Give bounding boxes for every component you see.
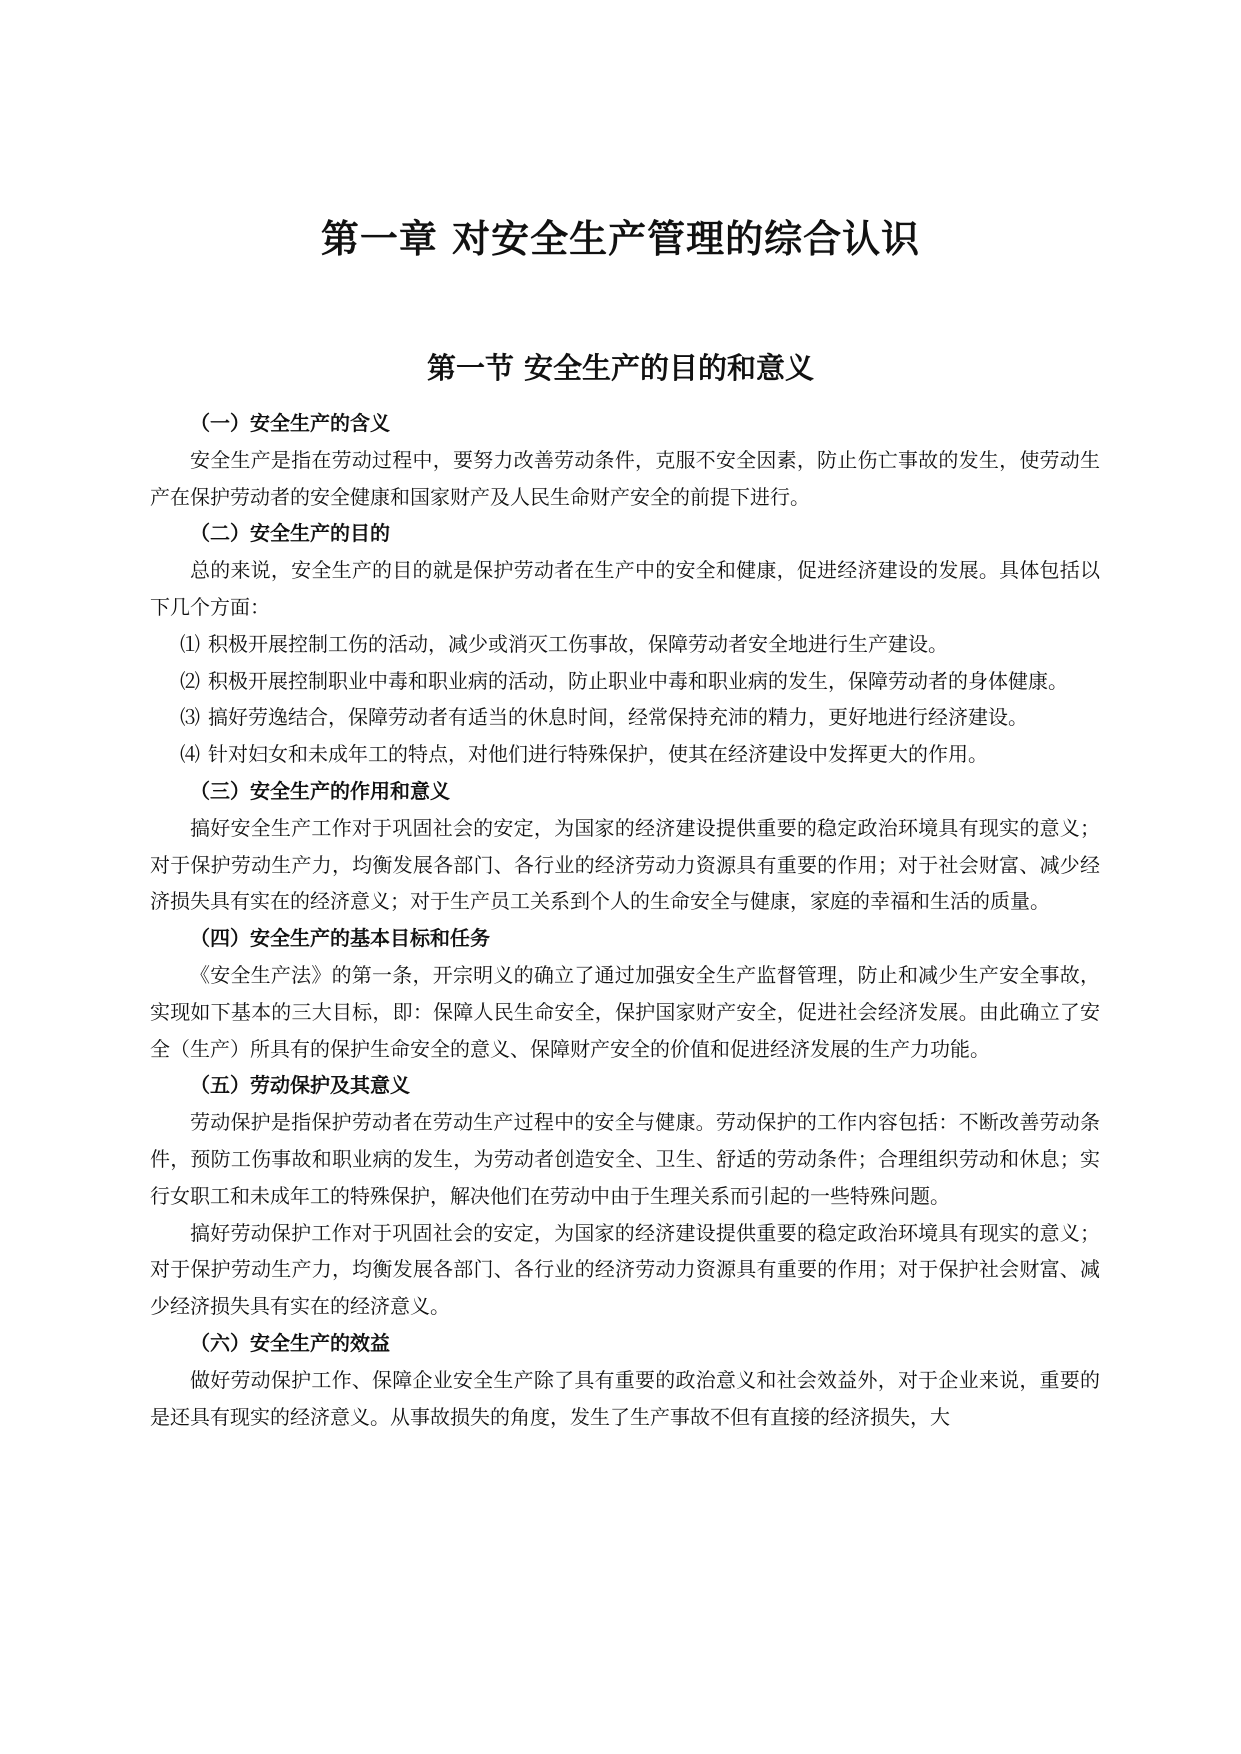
subsection-heading-3: （三）安全生产的作用和意义: [190, 778, 450, 803]
paragraph-5-1: 劳动保护是指保护劳动者在劳动生产过程中的安全与健康。劳动保护的工作内容包括：不断改善劳动条件，预防工伤事故和职业病的发生，为劳动者创造安全、卫生、舒适的劳动条件；合理组织劳动和休息；实行女职工和未成年工的特殊保护，解决他们在劳动中由于生理关系而引起的一些特殊问题。: [150, 1110, 1100, 1208]
list-item-number: ⑵: [180, 668, 200, 693]
list-item: [150, 699, 1100, 736]
subsection-heading-1: （一）安全生产的含义: [190, 411, 390, 435]
list-item: [150, 626, 1100, 663]
subsection-heading-4: （四）安全生产的基本目标和任务: [190, 926, 490, 951]
list-item-text: 积极开展控制职业中毒和职业病的活动，防止职业中毒和职业病的发生，保障劳动者的身体健康。: [208, 668, 1068, 693]
paragraph-6-1: 做好劳动保护工作、保障企业安全生产除了具有重要的政治意义和社会效益外，对于企业来说，重要的是还具有现实的经济意义。从事故损失的角度，发生了生产事故不但有直接的经济损失，大: [150, 1367, 1100, 1429]
list-item-text: 针对妇女和未成年工的特点，对他们进行特殊保护，使其在经济建设中发挥更大的作用。: [208, 742, 988, 767]
list-item: [150, 736, 1100, 773]
list-item-number: ⑷: [180, 742, 200, 767]
list-item-number: ⑴: [180, 631, 200, 656]
subsection-heading-5: （五）劳动保护及其意义: [190, 1073, 410, 1098]
paragraph-3-1: 搞好安全生产工作对于巩固社会的安定，为国家的经济建设提供重要的稳定政治环境具有现实的意义；对于保护劳动生产力，均衡发展各部门、各行业的经济劳动力资源具有重要的作用；对于社会财富、减少经济损失具有实在的经济意义；对于生产员工关系到个人的生命安全与健康，家庭的幸福和生活的质量。: [150, 815, 1100, 914]
document-body: [150, 405, 1100, 1435]
subsection-heading-2: （二）安全生产的目的: [190, 521, 390, 546]
subsection-heading-6: （六）安全生产的效益: [190, 1330, 390, 1355]
list-item-text: 积极开展控制工伤的活动，减少或消灭工伤事故，保障劳动者安全地进行生产建设。: [208, 631, 948, 656]
chapter-title: 第一章 对安全生产管理的综合认识: [320, 217, 921, 261]
list-item: [150, 663, 1100, 700]
section-title: 第一节 安全生产的目的和意义: [426, 351, 815, 385]
list-item-number: ⑶: [180, 705, 200, 730]
paragraph-4-1: 《安全生产法》的第一条，开宗明义的确立了通过加强安全生产监督管理，防止和减少生产安全事故，实现如下基本的三大目标，即：保障人民生命安全，保护国家财产安全，促进社会经济发展。由此确立了安全（生产）所具有的保护生命安全的意义、保障财产安全的价值和促进经济发展的生产力功能。: [150, 962, 1100, 1061]
list-item-text: 搞好劳逸结合，保障劳动者有适当的休息时间，经常保持充沛的精力，更好地进行经济建设。: [208, 705, 1028, 730]
paragraph-2-1: 总的来说，安全生产的目的就是保护劳动者在生产中的安全和健康，促进经济建设的发展。具体包括以下几个方面：: [150, 558, 1100, 619]
paragraph-5-2: 搞好劳动保护工作对于巩固社会的安定，为国家的经济建设提供重要的稳定政治环境具有现实的意义；对于保护劳动生产力，均衡发展各部门、各行业的经济劳动力资源具有重要的作用；对于保护社会财富、减少经济损失具有实在的经济意义。: [150, 1220, 1100, 1319]
paragraph-1-1: 安全生产是指在劳动过程中，要努力改善劳动条件，克服不安全因素，防止伤亡事故的发生，使劳动生产在保护劳动者的安全健康和国家财产及人民生命财产安全的前提下进行。: [150, 447, 1100, 509]
